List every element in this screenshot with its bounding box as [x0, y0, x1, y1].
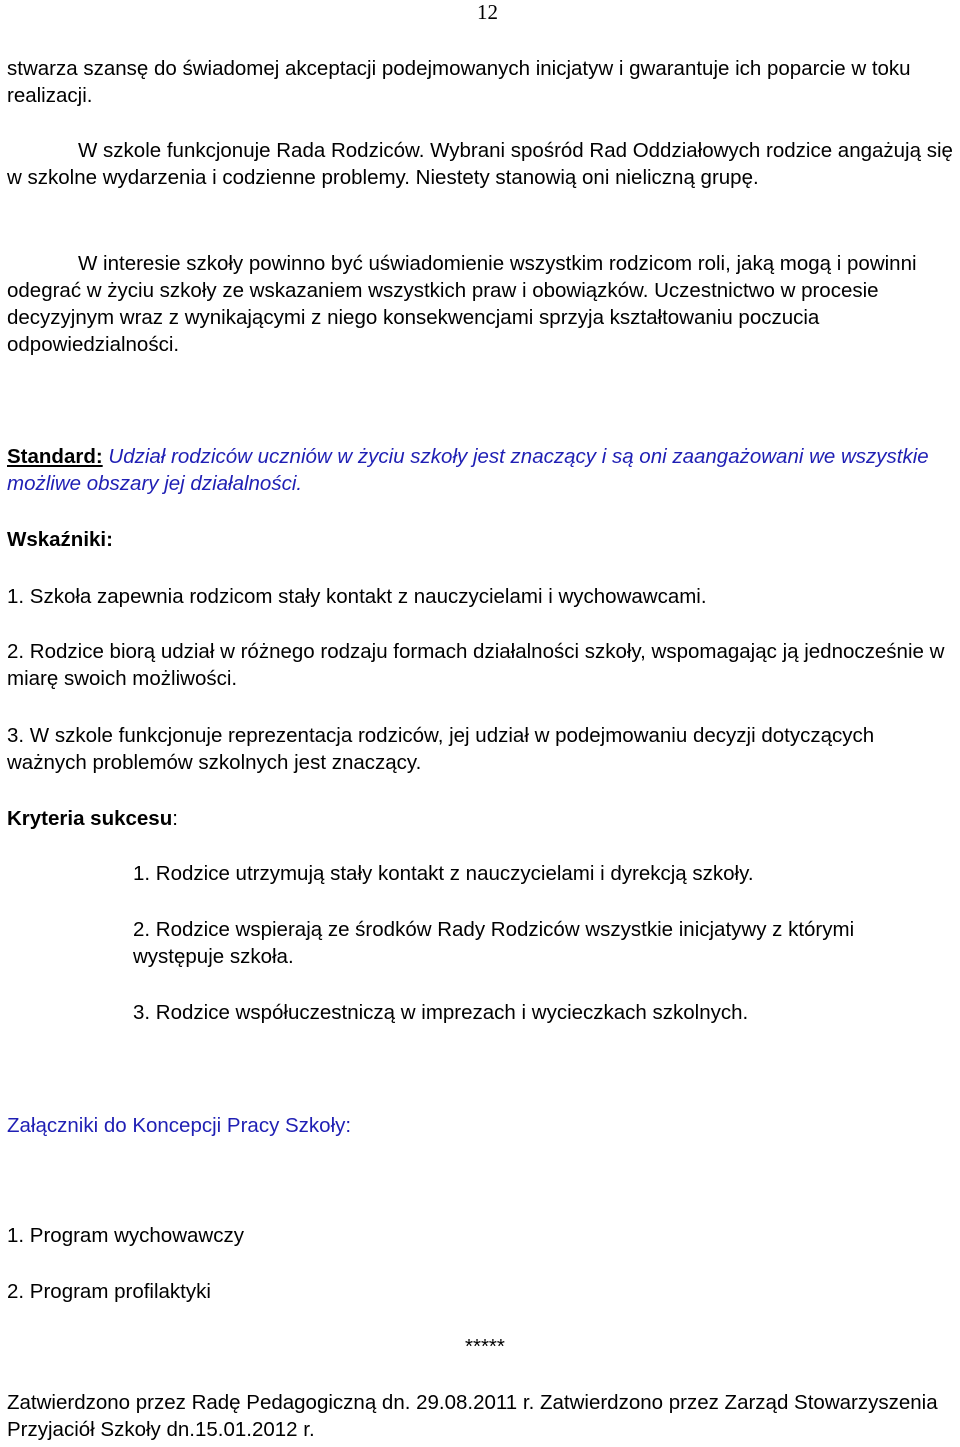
- criteria-item: 3. Rodzice współuczestniczą w imprezach i wycieczkach szkolnych.: [133, 1001, 749, 1024]
- criteria-item: 2. Rodzice wspierają ze środków Rady Rodziców wszystkie inicjatywy z którymi występuje szkoła.: [133, 918, 855, 968]
- paragraph-parents-council: W szkole funkcjonuje Rada Rodziców. Wybrani spośród Rad Oddziałowych rodzice angażują się w szkolne wydarzenia i codzienne problemy. Niestety stanowią oni nieliczną grupę.: [7, 139, 953, 189]
- attachments-heading: Załączniki do Koncepcji Pracy Szkoły:: [7, 1114, 352, 1137]
- criteria-heading-colon: :: [172, 807, 178, 830]
- standard-text: Udział rodziców uczniów w życiu szkoły jest znaczący i są oni zaangażowani we wszystkie możliwe obszary jej działalności.: [7, 445, 929, 495]
- criteria-heading: [7, 805, 959, 832]
- criteria-item: 1. Rodzice utrzymują stały kontakt z nauczycielami i dyrekcją szkoły.: [133, 862, 754, 885]
- indicators-heading: Wskaźniki:: [7, 528, 113, 551]
- section-separator: *****: [465, 1335, 505, 1358]
- indicator-item: 3. W szkole funkcjonuje reprezentacja rodziców, jej udział w podejmowaniu decyzji dotyczących ważnych problemów szkolnych jest znaczący.: [7, 724, 875, 774]
- approval-note: Zatwierdzono przez Radę Pedagogiczną dn. 29.08.2011 r. Zatwierdzono przez Zarząd Stowarzyszenia Przyjaciół Szkoły dn.15.01.2012 r.: [7, 1391, 938, 1441]
- indicator-item: 1. Szkoła zapewnia rodzicom stały kontakt z nauczycielami i wychowawcami.: [7, 585, 707, 608]
- paragraph-intro: stwarza szansę do świadomej akceptacji podejmowanych inicjatyw i gwarantuje ich poparcie w toku realizacji.: [7, 57, 911, 107]
- attachment-item: 2. Program profilaktyki: [7, 1280, 211, 1303]
- indicator-item: 2. Rodzice biorą udział w różnego rodzaju formach działalności szkoły, wspomagając ją jednocześnie w miarę swoich możliwości.: [7, 640, 945, 690]
- standard-statement: [7, 443, 959, 497]
- standard-label: Standard:: [7, 445, 103, 468]
- criteria-heading-label: Kryteria sukcesu: [7, 807, 173, 830]
- page-number: 12: [477, 0, 498, 24]
- paragraph-school-interest: W interesie szkoły powinno być uświadomienie wszystkim rodzicom roli, jaką mogą i powinni odegrać w życiu szkoły ze wskazaniem wszystkich praw i obowiązków. Uczestnictwo w procesie decyzyjnym wraz z wynikającymi z niego konsekwencjami sprzyja kształtowaniu poczucia odpowiedzialności.: [7, 252, 917, 356]
- attachment-item: 1. Program wychowawczy: [7, 1224, 244, 1247]
